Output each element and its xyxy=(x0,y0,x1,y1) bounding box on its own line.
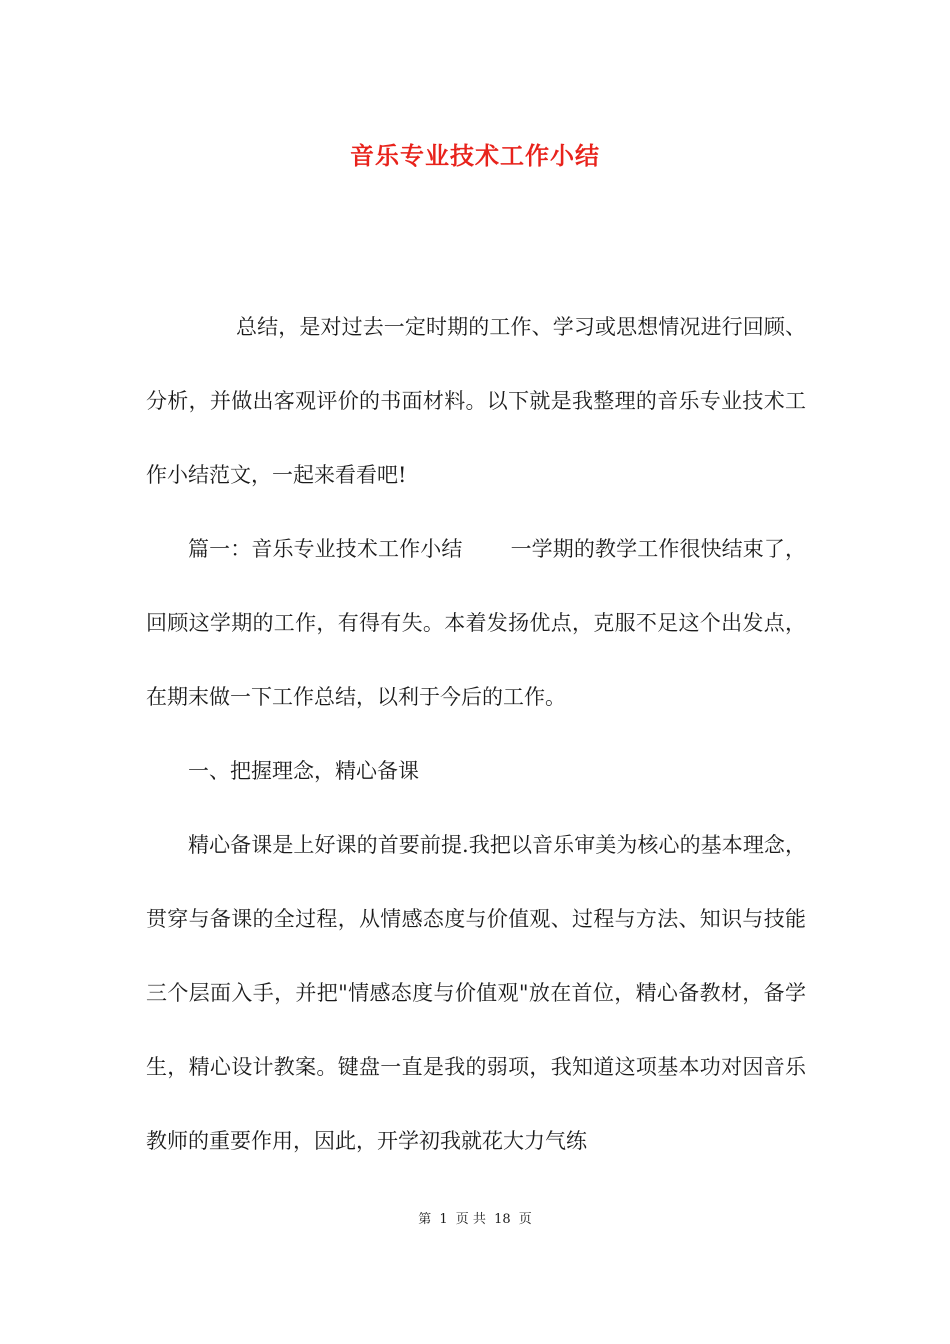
document-body xyxy=(146,290,806,1178)
subheading-1: 一、把握理念，精心备课 xyxy=(188,759,419,783)
section-paragraph xyxy=(146,512,806,734)
page-footer xyxy=(0,1208,950,1227)
section-heading: 篇一：音乐专业技术工作小结 xyxy=(188,537,463,561)
footer-suffix: 页 xyxy=(518,1212,532,1227)
footer-total-pages: 18 xyxy=(494,1212,511,1227)
footer-mid: 页 共 xyxy=(455,1212,486,1227)
section-opening: 一学期的教学工作很快结束了，回顾这学期的工作，有得有失。本着发扬优点，克服不足这个出发点，在期末做一下工作总结，以利于今后的工作。 xyxy=(146,537,807,709)
footer-prefix: 第 xyxy=(418,1212,432,1227)
footer-page-number: 1 xyxy=(439,1212,448,1227)
document-title: 音乐专业技术工作小结 xyxy=(350,141,600,170)
paragraph-1: 精心备课是上好课的首要前提.我把以音乐审美为核心的基本理念，贯穿与备课的全过程，从情感态度与价值观、过程与方法、知识与技能三个层面入手，并把"情感态度与价值观"放在首位，精心备教材，备学生，精心设计教案。键盘一直是我的弱项，我知道这项基本功对因音乐教师的重要作用，因此，开学初我就花大力气练 xyxy=(146,833,806,1153)
intro-paragraph: 总结，是对过去一定时期的工作、学习或思想情况进行回顾、分析，并做出客观评价的书面材料。以下就是我整理的音乐专业技术工作小结范文，一起来看看吧! xyxy=(146,315,806,487)
